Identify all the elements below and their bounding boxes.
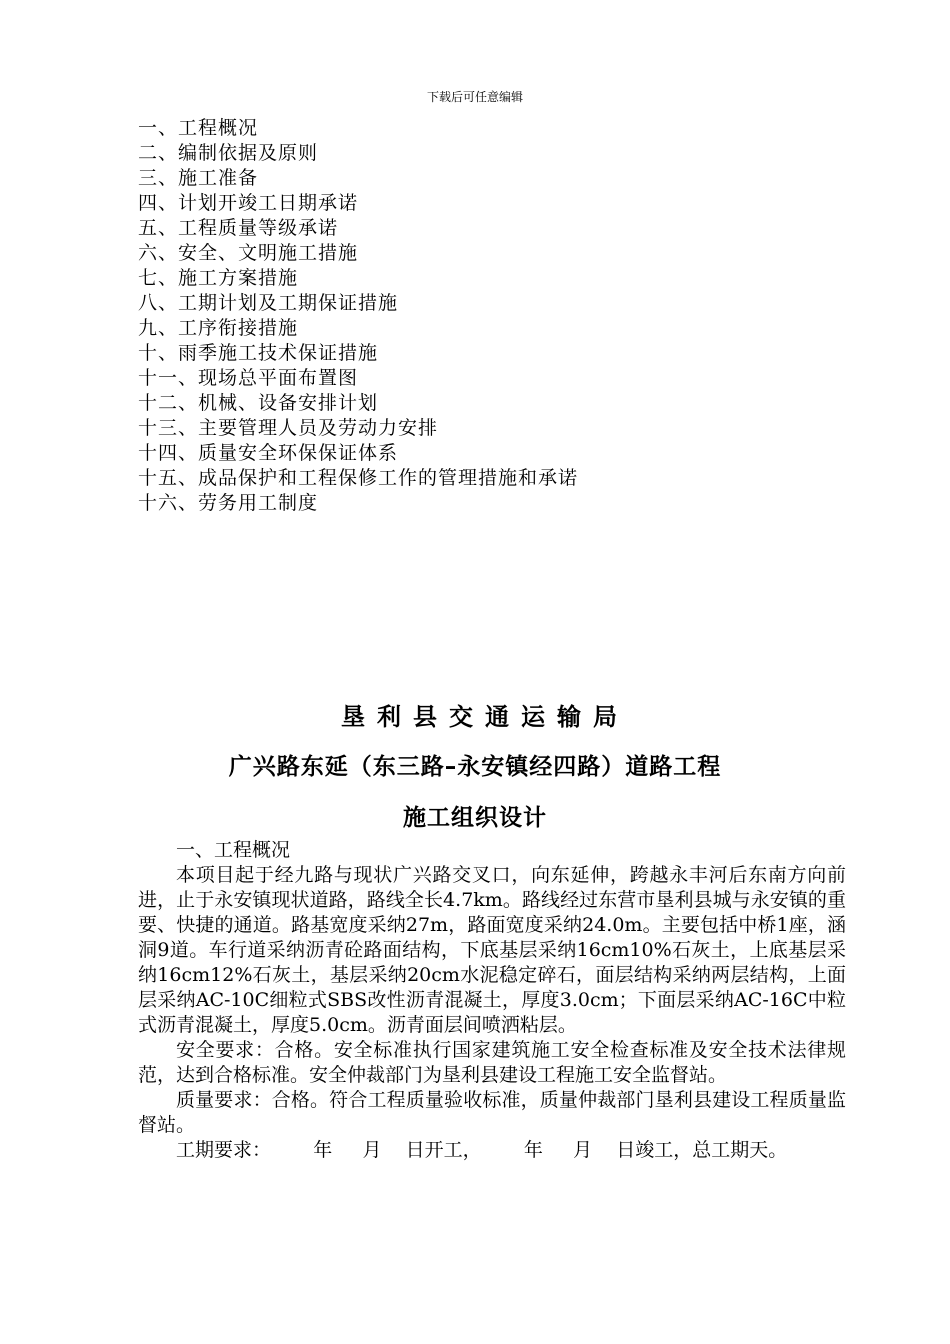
safety-paragraph: 安全要求：合格。安全标准执行国家建筑施工安全检查标准及安全技术法律规范，达到合格标准。安全仲裁部门为垦利县建设工程施工安全监督站。	[138, 1039, 846, 1086]
project-title: 广兴路东延（东三路–永安镇经四路）道路工程	[228, 754, 722, 780]
toc-item: 十一、现场总平面布置图	[138, 367, 359, 389]
schedule-paragraph: 工期要求： 年 月 日开工， 年 月 日竣工，总工期天。	[176, 1139, 788, 1161]
toc-item: 四、计划开竣工日期承诺	[138, 192, 359, 214]
toc-item: 十二、机械、设备安排计划	[138, 392, 379, 414]
toc-item: 六、安全、文明施工措施	[138, 242, 359, 264]
toc-item: 十四、质量安全环保保证体系	[138, 442, 399, 464]
agency-title: 垦利县交通运输局	[341, 703, 629, 731]
document-title: 施工组织设计	[403, 805, 547, 831]
toc-item: 八、工期计划及工期保证措施	[138, 292, 399, 314]
toc-item: 十五、成品保护和工程保修工作的管理措施和承诺	[138, 467, 579, 489]
quality-paragraph: 质量要求：合格。符合工程质量验收标准，质量仲裁部门垦利县建设工程质量监督站。	[138, 1089, 846, 1136]
toc-item: 七、施工方案措施	[138, 267, 299, 289]
toc-item: 三、施工准备	[138, 167, 259, 189]
document-body	[138, 838, 846, 1163]
section-heading: 一、工程概况	[176, 839, 291, 861]
table-of-contents	[138, 116, 578, 516]
toc-item: 十六、劳务用工制度	[138, 492, 319, 514]
toc-item: 九、工序衔接措施	[138, 317, 299, 339]
toc-item: 五、工程质量等级承诺	[138, 217, 339, 239]
toc-item: 十、雨季施工技术保证措施	[138, 342, 379, 364]
toc-item: 一、工程概况	[138, 117, 259, 139]
page-header-note: 下载后可任意编辑	[426, 90, 523, 104]
toc-item: 二、编制依据及原则	[138, 142, 319, 164]
toc-item: 十三、主要管理人员及劳动力安排	[138, 417, 439, 439]
overview-paragraph: 本项目起于经九路与现状广兴路交叉口，向东延伸，跨越永丰河后东南方向前进，止于永安镇现状道路，路线全长4.7km。路线经过东营市垦利县城与永安镇的重要、快捷的通道。路基宽度采纳27m，路面宽度采纳24.0m。主要包括中桥1座，涵洞9道。车行道采纳沥青砼路面结构，下底基层采纳16cm10%石灰土，上底基层采纳16cm12%石灰土，基层采纳20cm水泥稳定碎石，面层结构采纳两层结构，上面层采纳AC-10C细粒式SBS改性沥青混凝土，厚度3.0cm；下面层采纳AC-16C中粒式沥青混凝土，厚度5.0cm。沥青面层间喷洒粘层。	[138, 864, 846, 1036]
